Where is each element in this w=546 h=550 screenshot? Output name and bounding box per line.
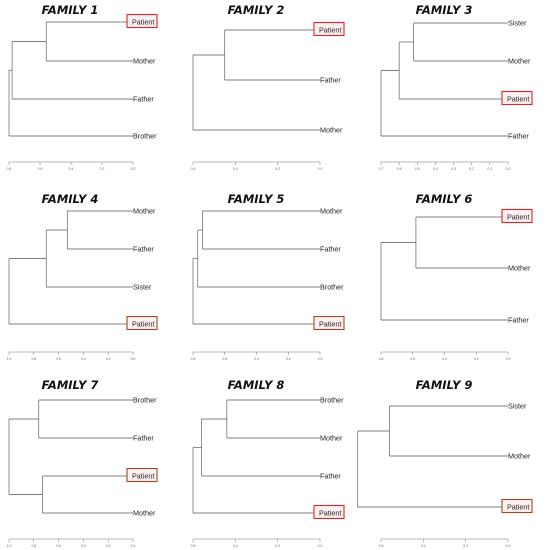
axis-tick-label: 0.6 bbox=[190, 167, 196, 171]
axis-tick-label: 0.2 bbox=[285, 357, 291, 361]
leaf-label: Patient bbox=[132, 319, 155, 329]
family-panel bbox=[379, 3, 532, 171]
axis-tick-label: 0.2 bbox=[463, 544, 469, 548]
leaf-label: Brother bbox=[133, 131, 157, 141]
axis-tick-label: 0.0 bbox=[505, 357, 511, 361]
axis-tick-label: 0.2 bbox=[105, 544, 111, 548]
axis-tick-label: 0.4 bbox=[232, 167, 238, 171]
axis-tick-label: 0.2 bbox=[105, 357, 111, 361]
axis-tick-label: 0.8 bbox=[31, 357, 37, 361]
leaf-label: Brother bbox=[320, 282, 344, 292]
axis-tick-label: 0.8 bbox=[31, 544, 37, 548]
family-panel bbox=[7, 192, 157, 361]
leaf-label: Mother bbox=[133, 56, 156, 66]
leaf-label: Father bbox=[508, 131, 529, 141]
axis-tick-label: 0.8 bbox=[190, 357, 196, 361]
leaf-label: Mother bbox=[320, 125, 343, 135]
leaf-label: Mother bbox=[508, 263, 531, 273]
leaf-label: Mother bbox=[133, 508, 156, 518]
axis-tick-label: 0.2 bbox=[469, 167, 475, 171]
leaf-label: Patient bbox=[319, 508, 342, 518]
family-title: FAMILY 8 bbox=[227, 378, 285, 392]
axis-tick-label: 0.4 bbox=[442, 357, 447, 361]
leaf-label: Father bbox=[508, 315, 529, 325]
leaf-label: Father bbox=[133, 433, 154, 443]
axis-tick-label: 0.6 bbox=[410, 357, 416, 361]
axis-tick-label: 0.4 bbox=[81, 357, 86, 361]
leaf-label: Brother bbox=[320, 395, 344, 405]
family-panel bbox=[191, 3, 344, 171]
leaf-label: Patient bbox=[132, 17, 155, 27]
axis-tick-label: 0.6 bbox=[396, 167, 402, 171]
leaf-label: Sister bbox=[508, 18, 527, 28]
axis-tick-label: 0.0 bbox=[505, 544, 511, 548]
axis-tick-label: 0.0 bbox=[505, 167, 511, 171]
leaf-label: Patient bbox=[507, 94, 530, 104]
axis-tick-label: 0.0 bbox=[130, 357, 136, 361]
axis-tick-label: 0.5 bbox=[414, 167, 420, 171]
leaf-label: Patient bbox=[507, 212, 530, 222]
axis-tick-label: 1.0 bbox=[6, 544, 12, 548]
axis-tick-label: 0.2 bbox=[473, 357, 479, 361]
family-panel bbox=[7, 378, 158, 548]
leaf-label: Patient bbox=[319, 319, 342, 329]
axis-tick-label: 0.0 bbox=[317, 357, 323, 361]
leaf-label: Mother bbox=[320, 206, 343, 216]
axis-tick-label: 0.3 bbox=[451, 167, 456, 171]
leaf-label: Sister bbox=[133, 282, 152, 292]
leaf-label: Mother bbox=[508, 56, 531, 66]
axis-tick-label: 0.8 bbox=[6, 167, 12, 171]
leaf-label: Brother bbox=[133, 395, 157, 405]
leaf-label: Mother bbox=[320, 433, 343, 443]
family-panel bbox=[7, 3, 158, 171]
family-title: FAMILY 3 bbox=[415, 3, 473, 17]
axis-tick-label: 0.0 bbox=[317, 544, 323, 548]
leaf-label: Mother bbox=[508, 451, 531, 461]
family-title: FAMILY 6 bbox=[415, 192, 473, 206]
axis-tick-label: 0.0 bbox=[130, 544, 136, 548]
family-title: FAMILY 4 bbox=[41, 192, 99, 206]
family-panel bbox=[191, 192, 345, 361]
family-title: FAMILY 7 bbox=[41, 378, 99, 392]
axis-tick-label: 0.2 bbox=[275, 167, 281, 171]
axis-tick-label: 0.4 bbox=[68, 167, 74, 171]
axis-tick-label: 0.6 bbox=[190, 544, 196, 548]
family-title: FAMILY 9 bbox=[415, 378, 473, 392]
leaf-label: Father bbox=[133, 94, 154, 104]
leaf-label: Father bbox=[320, 75, 341, 85]
leaf-label: Patient bbox=[507, 502, 530, 512]
axis-tick-label: 0.4 bbox=[254, 357, 259, 361]
axis-tick-label: 0.2 bbox=[99, 167, 105, 171]
family-title: FAMILY 2 bbox=[227, 3, 285, 17]
axis-tick-label: 0.2 bbox=[275, 544, 281, 548]
leaf-label: Father bbox=[320, 244, 341, 254]
axis-tick-label: 0.6 bbox=[222, 357, 228, 361]
family-panel bbox=[358, 378, 532, 548]
axis-tick-label: 0.7 bbox=[378, 167, 384, 171]
axis-tick-label: 0.4 bbox=[232, 544, 238, 548]
leaf-label: Mother bbox=[133, 206, 156, 216]
leaf-label: Father bbox=[320, 471, 341, 481]
axis-tick-label: 0.1 bbox=[487, 167, 493, 171]
leaf-label: Sister bbox=[508, 401, 527, 411]
axis-tick-label: 0.4 bbox=[81, 544, 86, 548]
family-title: FAMILY 1 bbox=[41, 3, 99, 17]
axis-tick-label: 0.6 bbox=[56, 357, 61, 361]
leaf-label: Patient bbox=[319, 25, 342, 35]
axis-tick-label: 0.8 bbox=[378, 357, 384, 361]
axis-tick-label: 0.4 bbox=[433, 167, 438, 171]
axis-tick-label: 0.6 bbox=[378, 544, 384, 548]
leaf-label: Father bbox=[133, 244, 154, 254]
axis-tick-label: 0.0 bbox=[317, 167, 323, 171]
leaf-label: Patient bbox=[132, 471, 155, 481]
family-panel bbox=[379, 192, 532, 361]
axis-tick-label: 0.4 bbox=[420, 544, 426, 548]
axis-tick-label: 0.6 bbox=[37, 167, 43, 171]
axis-tick-label: 1.0 bbox=[6, 357, 12, 361]
axis-tick-label: 0.6 bbox=[56, 544, 61, 548]
family-panel bbox=[191, 378, 345, 548]
family-title: FAMILY 5 bbox=[227, 192, 285, 206]
axis-tick-label: 0.0 bbox=[130, 167, 136, 171]
